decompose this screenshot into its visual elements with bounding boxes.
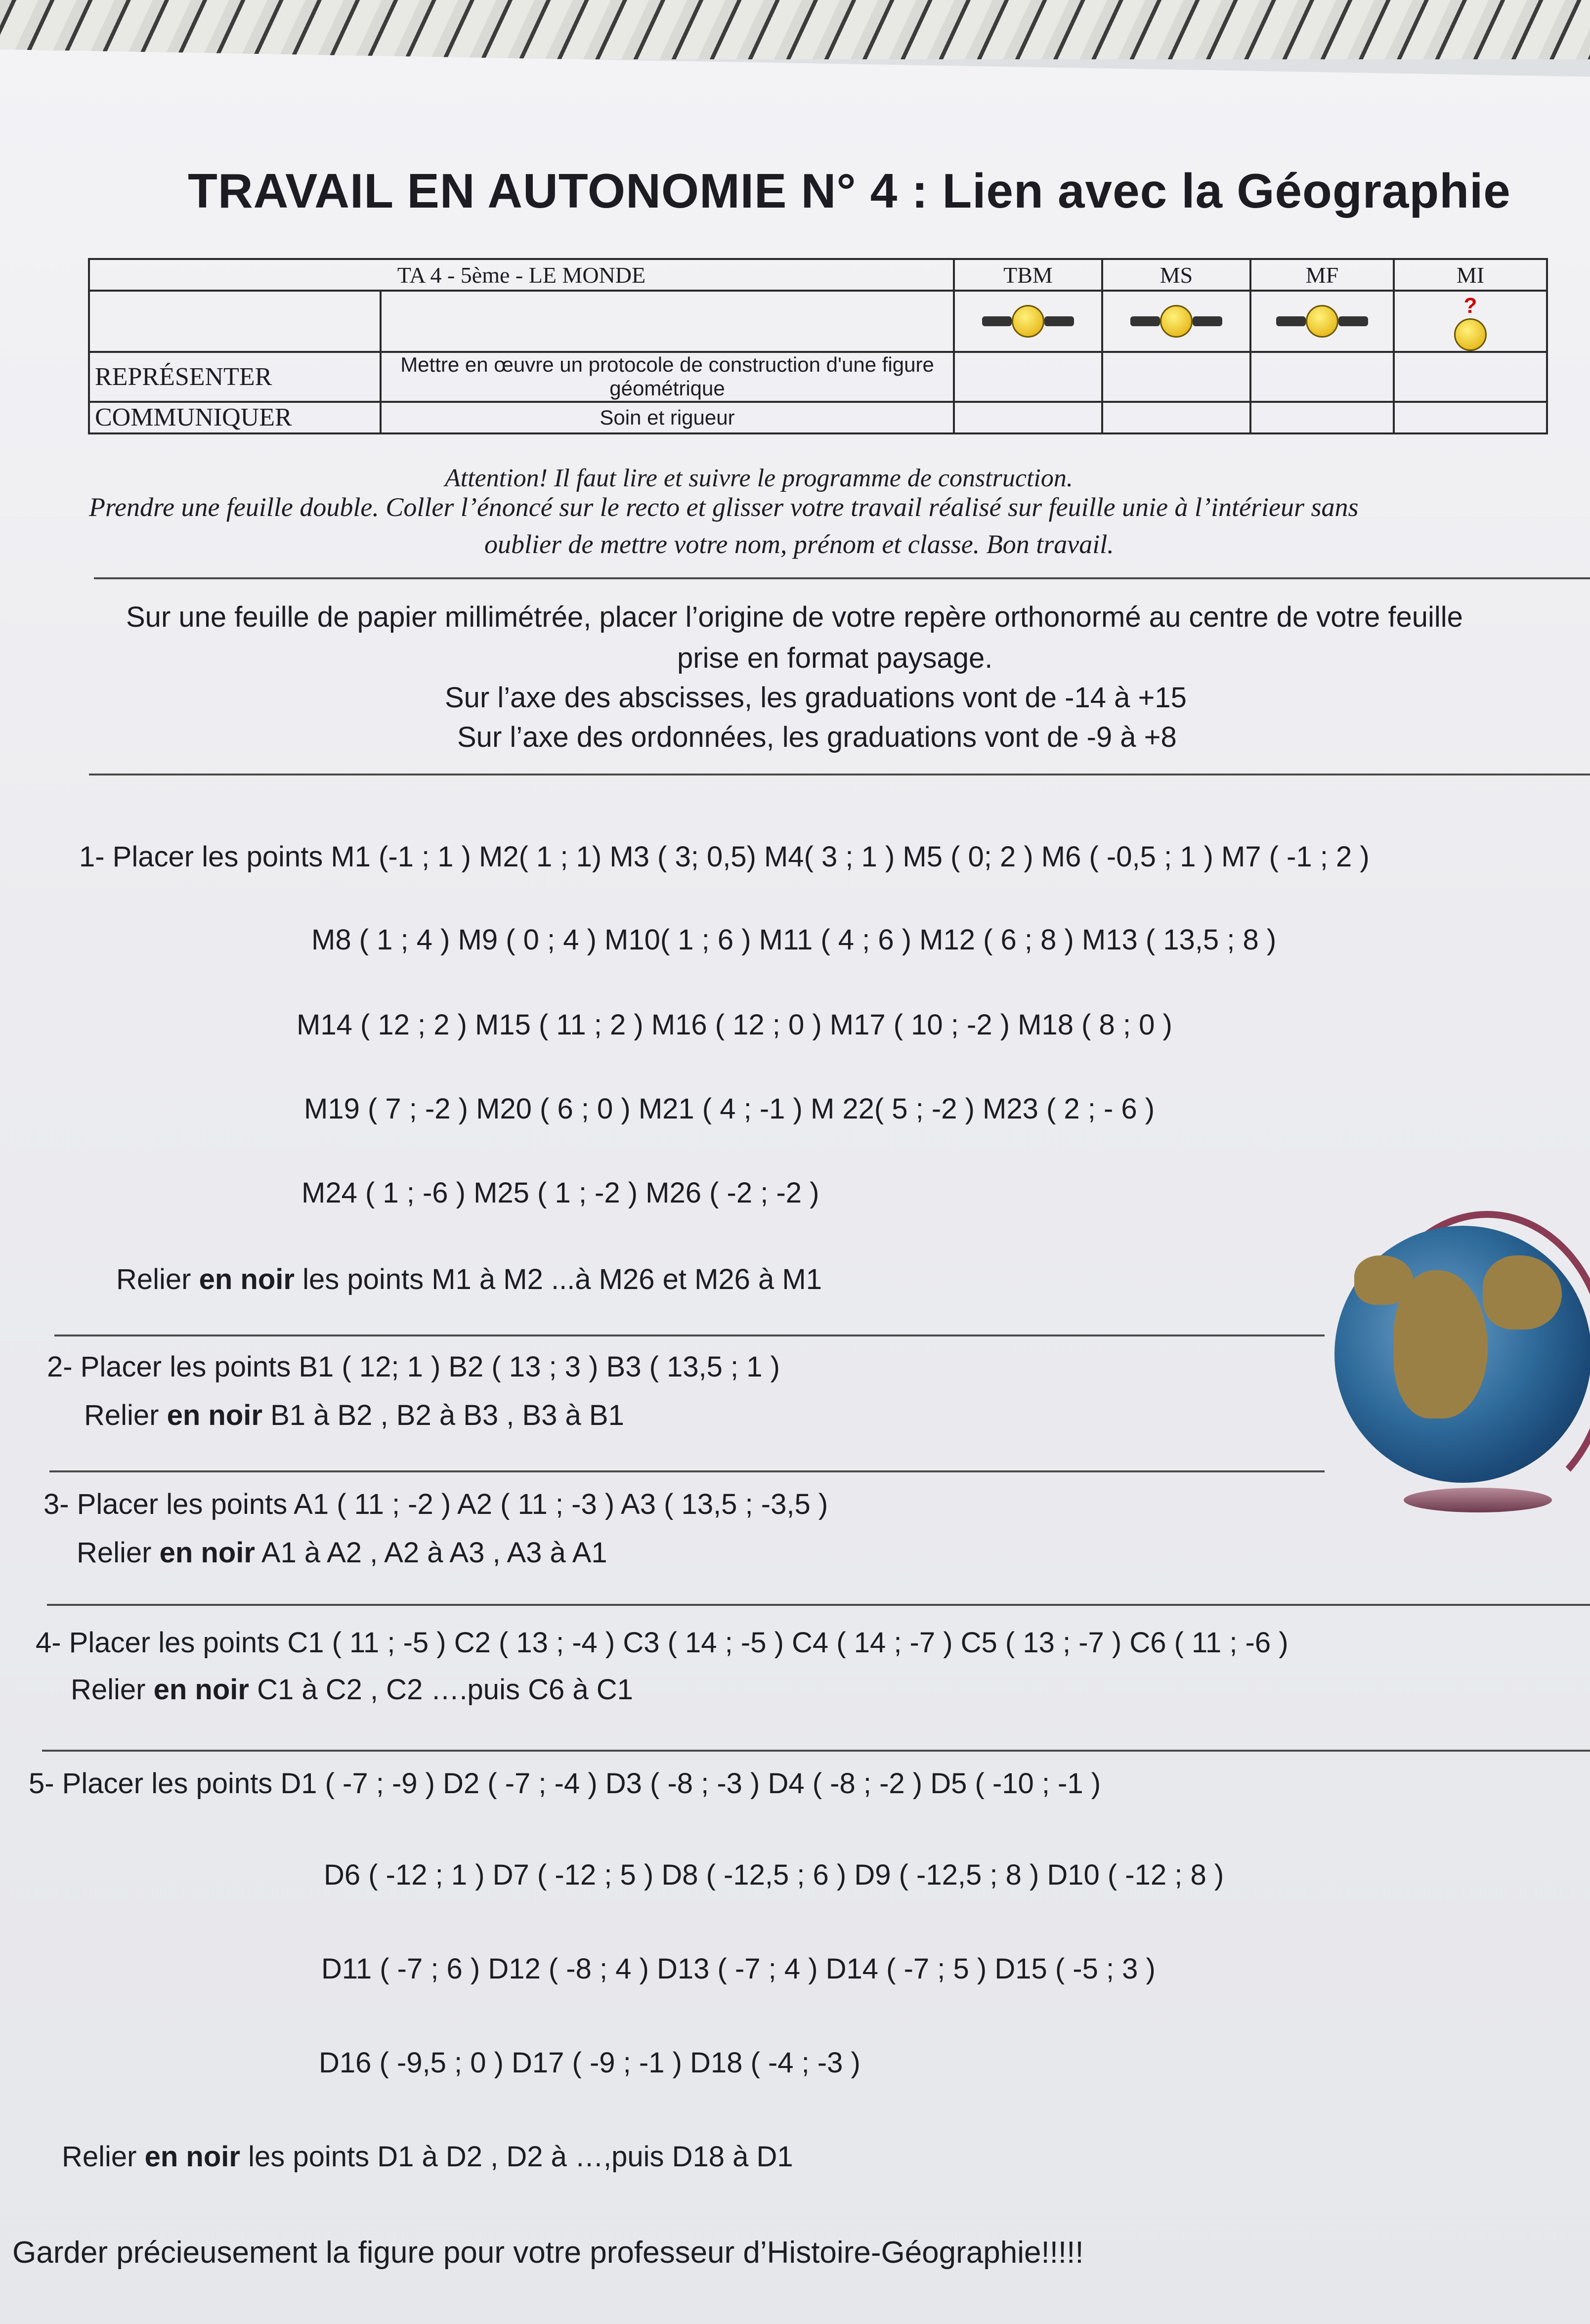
relier-text: les points D1 à D2 , D2 à …,puis D18 à D1 [240, 2141, 793, 2173]
relier-text: A1 à A2 , A2 à A3 , A3 à A1 [255, 1537, 607, 1569]
instruction-line-1: Prendre une feuille double. Coller l’énoncé sur le recto et glisser votre travail réalisé sur feuille unie à l’intérieur sans [89, 492, 1359, 522]
detail-communiquer: Soin et rigueur [381, 402, 954, 433]
grade-cell [1250, 402, 1394, 433]
globe-land [1354, 1255, 1414, 1305]
relier-bold: en noir [159, 1537, 255, 1569]
grade-cell [1250, 352, 1394, 402]
col-mf: MF [1250, 259, 1394, 291]
grade-cell [1394, 352, 1547, 402]
relier-bold: en noir [167, 1399, 262, 1431]
divider [42, 1750, 1590, 1752]
attention-line: Attention! Il faut lire et suivre le programme de construction. [445, 464, 1073, 492]
relier-bold: en noir [144, 2141, 240, 2173]
grade-cell [1102, 402, 1250, 433]
section4-relier [71, 1673, 633, 1706]
mf-icon [1250, 291, 1394, 352]
instruction-line-2: oublier de mettre votre nom, prénom et classe. Bon travail. [484, 529, 1114, 559]
section1-line-2: M8 ( 1 ; 4 ) M9 ( 0 ; 4 ) M10( 1 ; 6 ) M11 ( 4 ; 6 ) M12 ( 6 ; 8 ) M13 ( 13,5 ; 8 ) [311, 924, 1277, 956]
globe-land [1483, 1255, 1562, 1330]
grade-cell [1394, 402, 1547, 433]
relier-text: Relier [77, 1537, 160, 1569]
page-title: TRAVAIL EN AUTONOMIE N° 4 : Lien avec la Géographie [188, 164, 1511, 218]
grade-cell [1102, 352, 1250, 402]
relier-text: les points M1 à M2 ...à M26 et M26 à M1 [294, 1263, 822, 1295]
setup-line-4: Sur l’axe des ordonnées, les graduations vont de -9 à +8 [457, 721, 1177, 753]
divider [94, 577, 1590, 579]
competence-representer: REPRÉSENTER [89, 352, 381, 402]
competence-grid [88, 258, 1548, 434]
footer-note: Garder précieusement la figure pour votre professeur d’Histoire-Géographie!!!!! [12, 2236, 1084, 2270]
divider [47, 1604, 1590, 1606]
grade-cell [954, 352, 1102, 402]
section5-line-2: D6 ( -12 ; 1 ) D7 ( -12 ; 5 ) D8 ( -12,5 ; 6 ) D9 ( -12,5 ; 8 ) D10 ( -12 ; 8 ) [324, 1859, 1224, 1891]
relier-text: Relier [84, 1399, 167, 1431]
globe-base [1404, 1488, 1552, 1512]
section1-line-5: M24 ( 1 ; -6 ) M25 ( 1 ; -2 ) M26 ( -2 ; -2 ) [301, 1177, 819, 1209]
section1-line-4: M19 ( 7 ; -2 ) M20 ( 6 ; 0 ) M21 ( 4 ; -1 ) M 22( 5 ; -2 ) M23 ( 2 ; - 6 ) [304, 1093, 1155, 1125]
grade-cell [954, 402, 1102, 433]
grid-header: TA 4 - 5ème - LE MONDE [89, 259, 954, 291]
relier-text: Relier [71, 1674, 154, 1706]
ms-icon [1102, 291, 1250, 352]
section5-relier [62, 2140, 793, 2173]
setup-line-1: Sur une feuille de papier millimétrée, placer l’origine de votre repère orthonormé au centre de votre feuille [126, 601, 1463, 633]
col-tbm: TBM [954, 259, 1102, 291]
section5-line-3: D11 ( -7 ; 6 ) D12 ( -8 ; 4 ) D13 ( -7 ; 4 ) D14 ( -7 ; 5 ) D15 ( -5 ; 3 ) [321, 1953, 1156, 1985]
empty-cell [89, 291, 381, 352]
divider [89, 774, 1590, 775]
relier-bold: en noir [199, 1263, 295, 1295]
divider [54, 1334, 1325, 1336]
question-mark: ? [1463, 294, 1477, 318]
background-fabric [0, 0, 1590, 59]
section1-line-3: M14 ( 12 ; 2 ) M15 ( 11 ; 2 ) M16 ( 12 ; 0 ) M17 ( 10 ; -2 ) M18 ( 8 ; 0 ) [297, 1009, 1172, 1041]
relier-text: B1 à B2 , B2 à B3 , B3 à B1 [262, 1399, 624, 1431]
empty-cell [381, 291, 954, 352]
section2-line-1: 2- Placer les points B1 ( 12; 1 ) B2 ( 13 ; 3 ) B3 ( 13,5 ; 1 ) [47, 1351, 780, 1383]
relier-text: C1 à C2 , C2 ….puis C6 à C1 [249, 1674, 633, 1706]
relier-text: Relier [116, 1263, 199, 1295]
section3-line-1: 3- Placer les points A1 ( 11 ; -2 ) A2 ( 11 ; -3 ) A3 ( 13,5 ; -3,5 ) [43, 1488, 828, 1520]
mi-icon [1394, 291, 1547, 352]
setup-line-3: Sur l’axe des abscisses, les graduations vont de -14 à +15 [445, 682, 1187, 714]
divider [49, 1470, 1325, 1472]
section5-line-4: D16 ( -9,5 ; 0 ) D17 ( -9 ; -1 ) D18 ( -4 ; -3 ) [319, 2047, 860, 2079]
detail-representer: Mettre en œuvre un protocole de construction d'une figure géométrique [381, 352, 954, 402]
section4-line-1: 4- Placer les points C1 ( 11 ; -5 ) C2 ( 13 ; -4 ) C3 ( 14 ; -5 ) C4 ( 14 ; -7 ) C5 ( 13 ; -7 ) C6 ( 11 ; -6 ) [36, 1627, 1289, 1659]
relier-bold: en noir [153, 1674, 249, 1706]
col-ms: MS [1102, 259, 1250, 291]
section5-line-1: 5- Placer les points D1 ( -7 ; -9 ) D2 ( -7 ; -4 ) D3 ( -8 ; -3 ) D4 ( -8 ; -2 ) D5 ( -10 ; -1 ) [29, 1767, 1101, 1800]
section3-relier [77, 1536, 607, 1569]
col-mi: MI [1394, 259, 1547, 291]
relier-text: Relier [62, 2141, 145, 2173]
section1-relier [116, 1263, 822, 1296]
tbm-icon [954, 291, 1102, 352]
section2-relier [84, 1399, 624, 1432]
setup-line-2: prise en format paysage. [677, 642, 993, 674]
section1-line-1: 1- Placer les points M1 (-1 ; 1 ) M2( 1 ; 1) M3 ( 3; 0,5) M4( 3 ; 1 ) M5 ( 0; 2 ) M6 ( -0,5 ; 1 ) M7 ( -1 ; 2 ) [79, 841, 1370, 873]
globe-icon [1334, 1226, 1590, 1483]
competence-communiquer: COMMUNIQUER [89, 402, 381, 433]
